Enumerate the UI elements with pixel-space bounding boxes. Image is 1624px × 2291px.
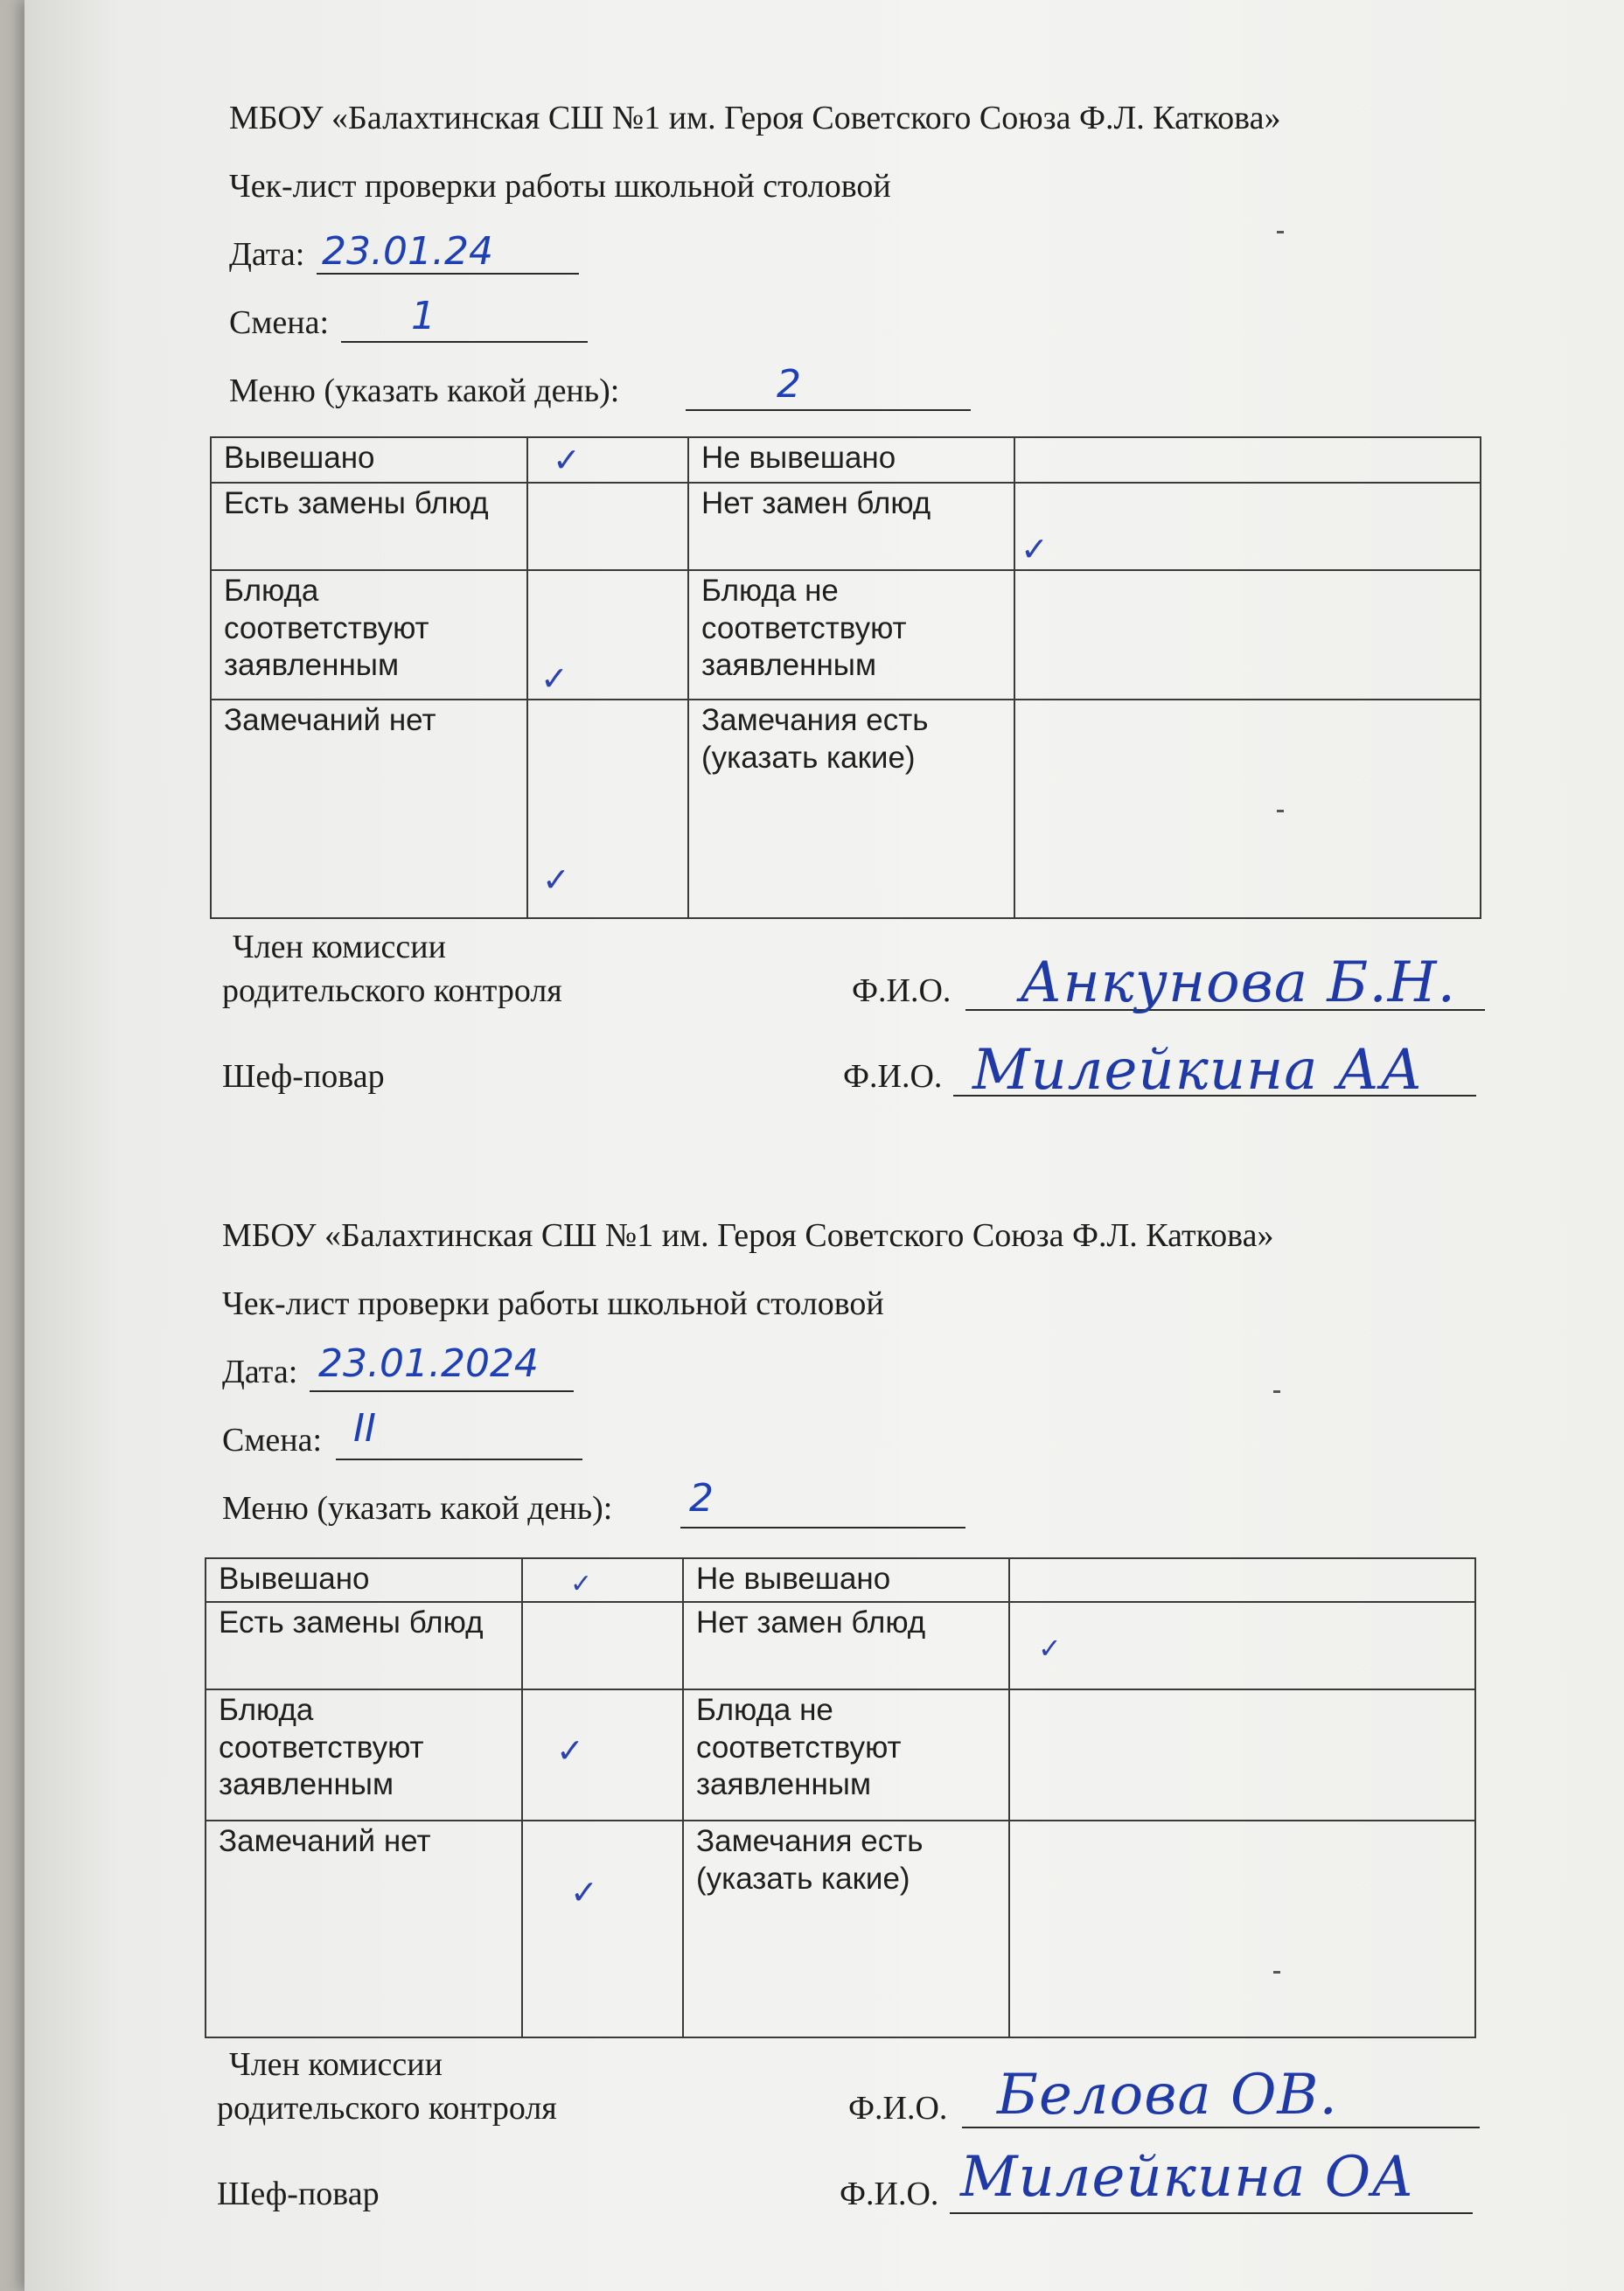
checkmark: ✓ [1021, 530, 1049, 568]
date-label: Дата: [222, 1354, 298, 1390]
row-left-label: Замечаний нет [206, 1821, 522, 2037]
row-right-mark[interactable] [1014, 700, 1481, 918]
row-left-label: Вывешано [206, 1558, 522, 1602]
row-left-label: Вывешано [211, 437, 527, 483]
row-right-label: Замечания есть (указать какие) [688, 700, 1014, 918]
row-left-label: Замечаний нет [211, 700, 527, 918]
date-label: Дата: [229, 236, 305, 273]
row-left-mark[interactable] [522, 1602, 683, 1689]
menu-day-value: 2 [777, 362, 801, 407]
paper-speck [1273, 1971, 1280, 1974]
menu-label: Меню (указать какой день): [229, 373, 620, 409]
row-left-mark[interactable] [527, 700, 688, 918]
school-name: МБОУ «Балахтинская СШ №1 им. Героя Советского Союза Ф.Л. Каткова» [222, 1217, 1274, 1254]
row-right-label: Блюда не соответствуют заявленным [683, 1689, 1009, 1821]
row-right-mark[interactable] [1009, 1689, 1475, 1821]
row-right-label: Нет замен блюд [688, 483, 1014, 570]
checklist-table [205, 1557, 1476, 2038]
table-row [211, 483, 1481, 570]
menu-day-field[interactable] [686, 374, 971, 411]
row-left-mark[interactable] [527, 483, 688, 570]
row-right-mark[interactable] [1014, 570, 1481, 700]
member-label: Член комиссии [233, 929, 446, 965]
checklist-form-1 [0, 0, 1624, 1137]
table-row [211, 570, 1481, 700]
row-left-mark[interactable] [527, 437, 688, 483]
form-title: Чек-лист проверки работы школьной столовой [229, 168, 891, 205]
row-right-mark[interactable] [1009, 1602, 1475, 1689]
row-right-mark[interactable] [1014, 483, 1481, 570]
menu-label: Меню (указать какой день): [222, 1490, 613, 1527]
checkmark: ✓ [542, 860, 570, 899]
chef-signature: Милейкина АА [972, 1038, 1424, 1103]
checkmark: ✓ [570, 1569, 593, 1599]
row-right-mark[interactable] [1009, 1558, 1475, 1602]
checkmark: ✓ [540, 659, 568, 698]
row-right-label: Не вывешано [683, 1558, 1009, 1602]
shift-label: Смена: [229, 304, 330, 341]
row-left-label: Блюда соответствуют заявленным [211, 570, 527, 700]
row-right-mark[interactable] [1014, 437, 1481, 483]
row-left-label: Блюда соответствуют заявленным [206, 1689, 522, 1821]
menu-day-field[interactable] [680, 1492, 965, 1528]
form-title: Чек-лист проверки работы школьной столовой [222, 1285, 884, 1322]
member-signature: Анкунова Б.Н. [1020, 951, 1456, 1015]
paper-speck [1277, 231, 1284, 233]
table-row [206, 1558, 1475, 1602]
chef-label: Шеф-повар [222, 1058, 385, 1095]
row-right-label: Не вывешано [688, 437, 1014, 483]
checkmark: ✓ [553, 441, 581, 479]
menu-day-value: 2 [689, 1476, 714, 1521]
checkmark: ✓ [556, 1731, 584, 1770]
fio-label: Ф.И.О. [848, 2090, 948, 2127]
member-label: Член комиссии [229, 2046, 443, 2083]
row-left-mark[interactable] [522, 1821, 683, 2037]
paper-speck [1273, 1390, 1280, 1393]
row-left-label: Есть замены блюд [211, 483, 527, 570]
row-left-mark[interactable] [522, 1689, 683, 1821]
fio-label: Ф.И.О. [852, 972, 951, 1009]
member-signature: Белова ОВ. [997, 2063, 1338, 2127]
row-right-label: Замечания есть (указать какие) [683, 1821, 1009, 2037]
fio-label: Ф.И.О. [843, 1058, 943, 1095]
table-row [206, 1821, 1475, 2037]
row-right-label: Нет замен блюд [683, 1602, 1009, 1689]
row-left-mark[interactable] [522, 1558, 683, 1602]
checklist-table [210, 436, 1481, 919]
shift-value: II [353, 1406, 376, 1451]
chef-label: Шеф-повар [217, 2176, 380, 2212]
chef-signature: Милейкина ОА [960, 2145, 1415, 2210]
school-name: МБОУ «Балахтинская СШ №1 им. Героя Советского Союза Ф.Л. Каткова» [229, 100, 1281, 136]
date-value: 23.01.2024 [318, 1341, 539, 1386]
row-right-mark[interactable] [1009, 1821, 1475, 2037]
table-row [206, 1689, 1475, 1821]
member-label-2: родительского контроля [217, 2090, 557, 2127]
checkmark: ✓ [1038, 1632, 1062, 1665]
shift-value: 1 [411, 294, 436, 338]
member-label-2: родительского контроля [222, 972, 562, 1009]
checkmark: ✓ [570, 1873, 598, 1911]
table-row [206, 1602, 1475, 1689]
table-row [211, 437, 1481, 483]
row-left-mark[interactable] [527, 570, 688, 700]
fio-label: Ф.И.О. [840, 2176, 939, 2212]
shift-label: Смена: [222, 1422, 323, 1459]
date-value: 23.01.24 [322, 229, 493, 274]
row-right-label: Блюда не соответствуют заявленным [688, 570, 1014, 700]
table-row [211, 700, 1481, 918]
checklist-form-2 [0, 1137, 1624, 2291]
paper-speck [1277, 810, 1284, 812]
row-left-label: Есть замены блюд [206, 1602, 522, 1689]
shift-field[interactable] [341, 306, 588, 343]
